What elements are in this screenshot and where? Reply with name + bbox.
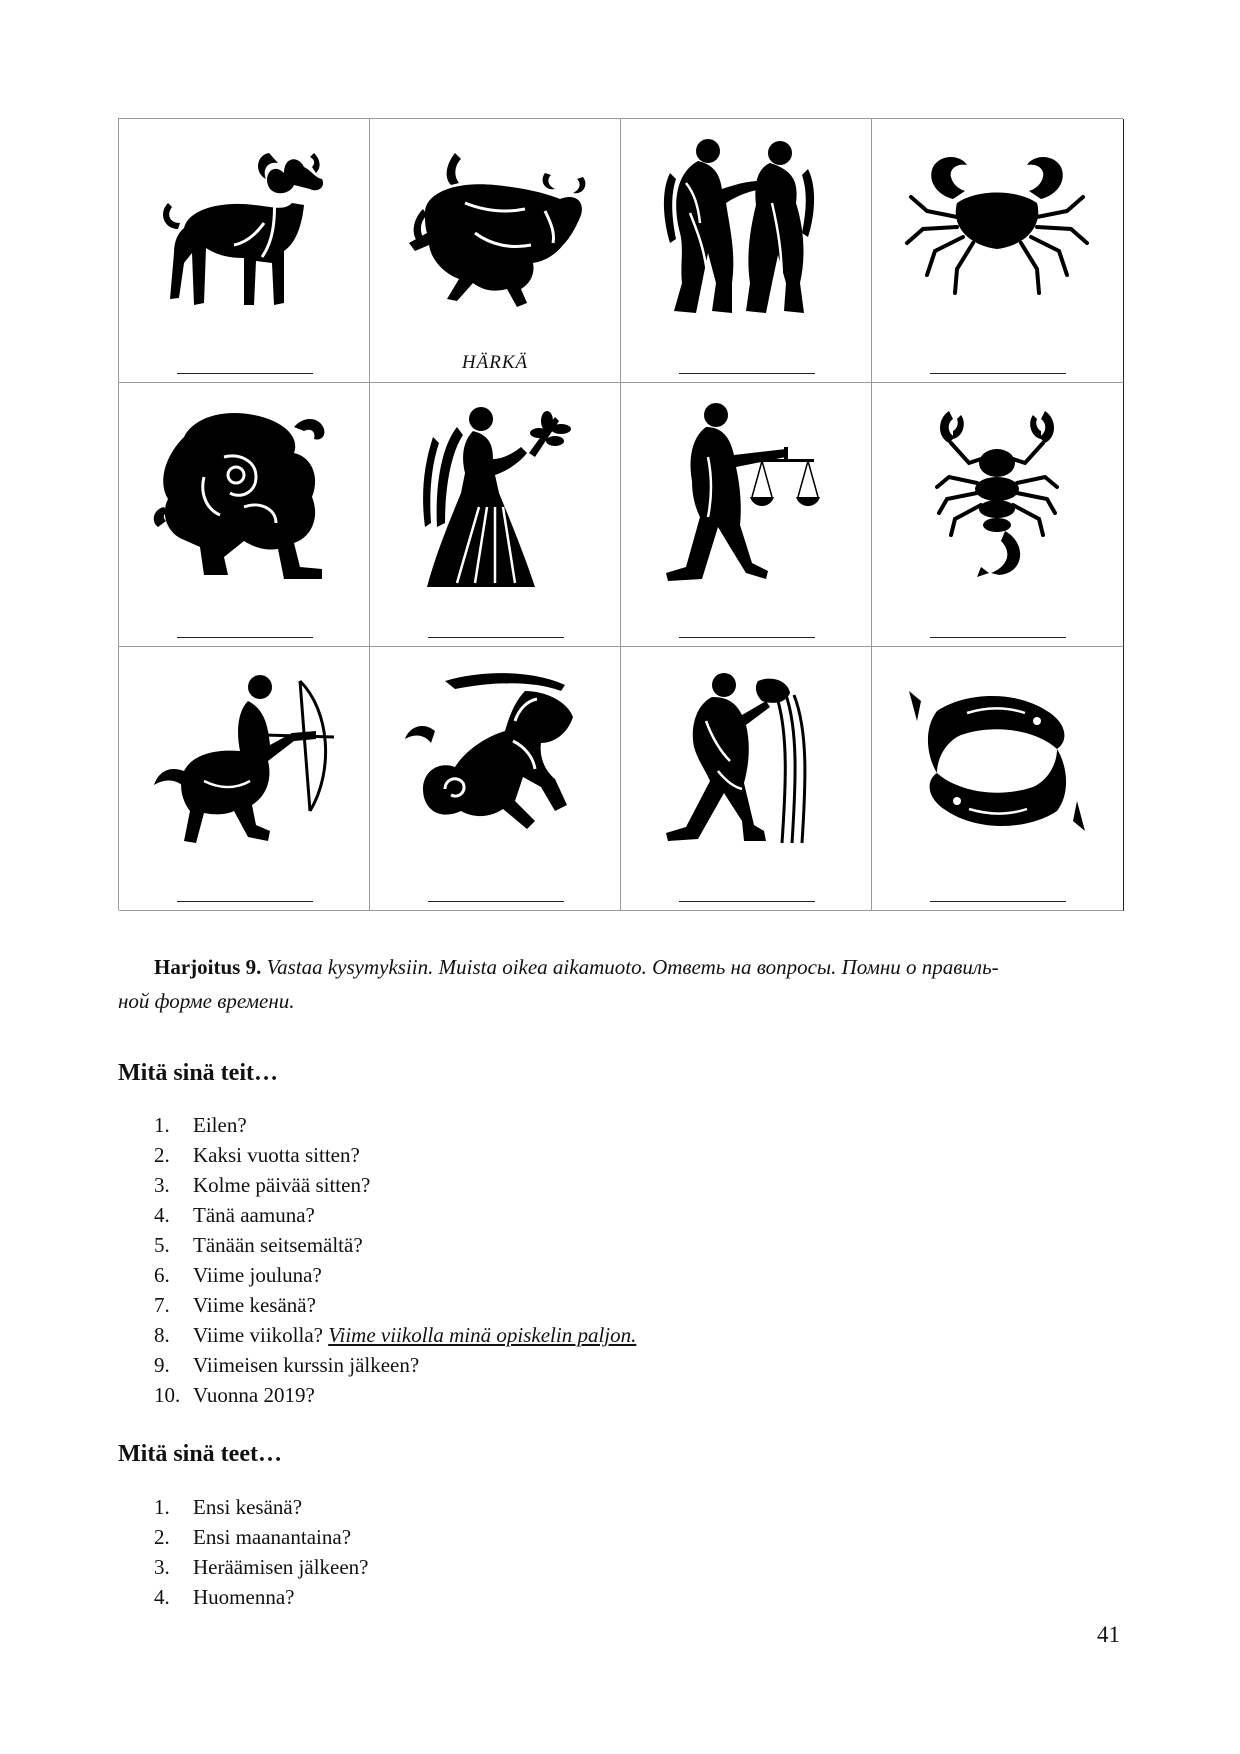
zodiac-cell-9 bbox=[119, 647, 370, 911]
leo-lion-icon bbox=[144, 397, 344, 597]
answer-line[interactable] bbox=[428, 901, 564, 902]
instruction-russian: Ответь на вопросы. Помни о правиль- bbox=[652, 955, 999, 979]
list-item: 2. Kaksi vuotta sitten? bbox=[154, 1143, 360, 1167]
list-item: 9. Viimeisen kurssin jälkeen? bbox=[154, 1353, 420, 1377]
pisces-fish-icon bbox=[897, 661, 1097, 861]
aries-ram-icon bbox=[144, 133, 344, 333]
answer-line[interactable] bbox=[177, 901, 313, 902]
virgo-maiden-icon bbox=[395, 397, 595, 597]
list-item: 3. Kolme päivää sitten? bbox=[154, 1173, 371, 1197]
page-number: 41 bbox=[1097, 1622, 1120, 1647]
answer-line[interactable] bbox=[177, 373, 313, 374]
list-item: 1. Ensi kesänä? bbox=[154, 1495, 303, 1519]
list-item: 5. Tänään seitsemältä? bbox=[154, 1233, 363, 1257]
list-item: 7. Viime kesänä? bbox=[154, 1293, 316, 1317]
answer-line[interactable] bbox=[177, 637, 313, 638]
scorpio-scorpion-icon bbox=[897, 397, 1097, 597]
answer-line[interactable] bbox=[679, 901, 815, 902]
zodiac-cell-8 bbox=[872, 383, 1124, 647]
zodiac-cell-1 bbox=[119, 119, 370, 383]
zodiac-cell-3 bbox=[621, 119, 872, 383]
question-list-future bbox=[118, 1492, 1018, 1612]
answer-line[interactable] bbox=[930, 901, 1066, 902]
answer-line[interactable] bbox=[679, 373, 815, 374]
section-heading-past: Mitä sinä teit… bbox=[118, 1060, 278, 1086]
list-item: 4. Huomenna? bbox=[154, 1585, 295, 1609]
zodiac-grid bbox=[118, 118, 1123, 910]
example-answer: Viime viikolla minä opiskelin paljon. bbox=[328, 1323, 637, 1347]
answer-line[interactable] bbox=[930, 373, 1066, 374]
exercise-label: Harjoitus 9. bbox=[154, 955, 262, 979]
zodiac-cell-4 bbox=[872, 119, 1124, 383]
zodiac-cell-12 bbox=[872, 647, 1124, 911]
capricorn-goat-icon bbox=[395, 661, 595, 861]
list-item: 3. Heräämisen jälkeen? bbox=[154, 1555, 369, 1579]
libra-scales-icon bbox=[646, 397, 846, 597]
zodiac-cell-2 bbox=[370, 119, 621, 383]
list-item: 8. Viime viikolla? Viime viikolla minä opiskelin paljon. bbox=[154, 1323, 637, 1347]
zodiac-cell-10 bbox=[370, 647, 621, 911]
list-item: 1. Eilen? bbox=[154, 1113, 247, 1137]
answer-text: HÄRKÄ bbox=[461, 352, 529, 373]
aquarius-water-bearer-icon bbox=[646, 661, 846, 861]
list-item: 6. Viime jouluna? bbox=[154, 1263, 322, 1287]
taurus-bull-icon bbox=[395, 133, 595, 333]
list-item: 4. Tänä aamuna? bbox=[154, 1203, 315, 1227]
answer-line[interactable] bbox=[679, 637, 815, 638]
zodiac-cell-5 bbox=[119, 383, 370, 647]
cancer-crab-icon bbox=[897, 133, 1097, 333]
question-list-past bbox=[118, 1110, 1018, 1410]
gemini-twins-icon bbox=[646, 133, 846, 333]
list-item: 2. Ensi maanantaina? bbox=[154, 1525, 352, 1549]
answer-line[interactable] bbox=[428, 637, 564, 638]
exercise-instruction bbox=[118, 950, 1123, 1018]
instruction-russian-continued: ной форме времени. bbox=[118, 989, 295, 1013]
section-heading-future: Mitä sinä teet… bbox=[118, 1441, 282, 1467]
sagittarius-archer-icon bbox=[144, 661, 344, 861]
zodiac-cell-11 bbox=[621, 647, 872, 911]
list-item: 10. Vuonna 2019? bbox=[154, 1383, 315, 1407]
zodiac-cell-7 bbox=[621, 383, 872, 647]
zodiac-cell-6 bbox=[370, 383, 621, 647]
instruction-finnish: Vastaa kysymyksiin. Muista oikea aikamuoto. bbox=[266, 955, 647, 979]
answer-line[interactable] bbox=[930, 637, 1066, 638]
